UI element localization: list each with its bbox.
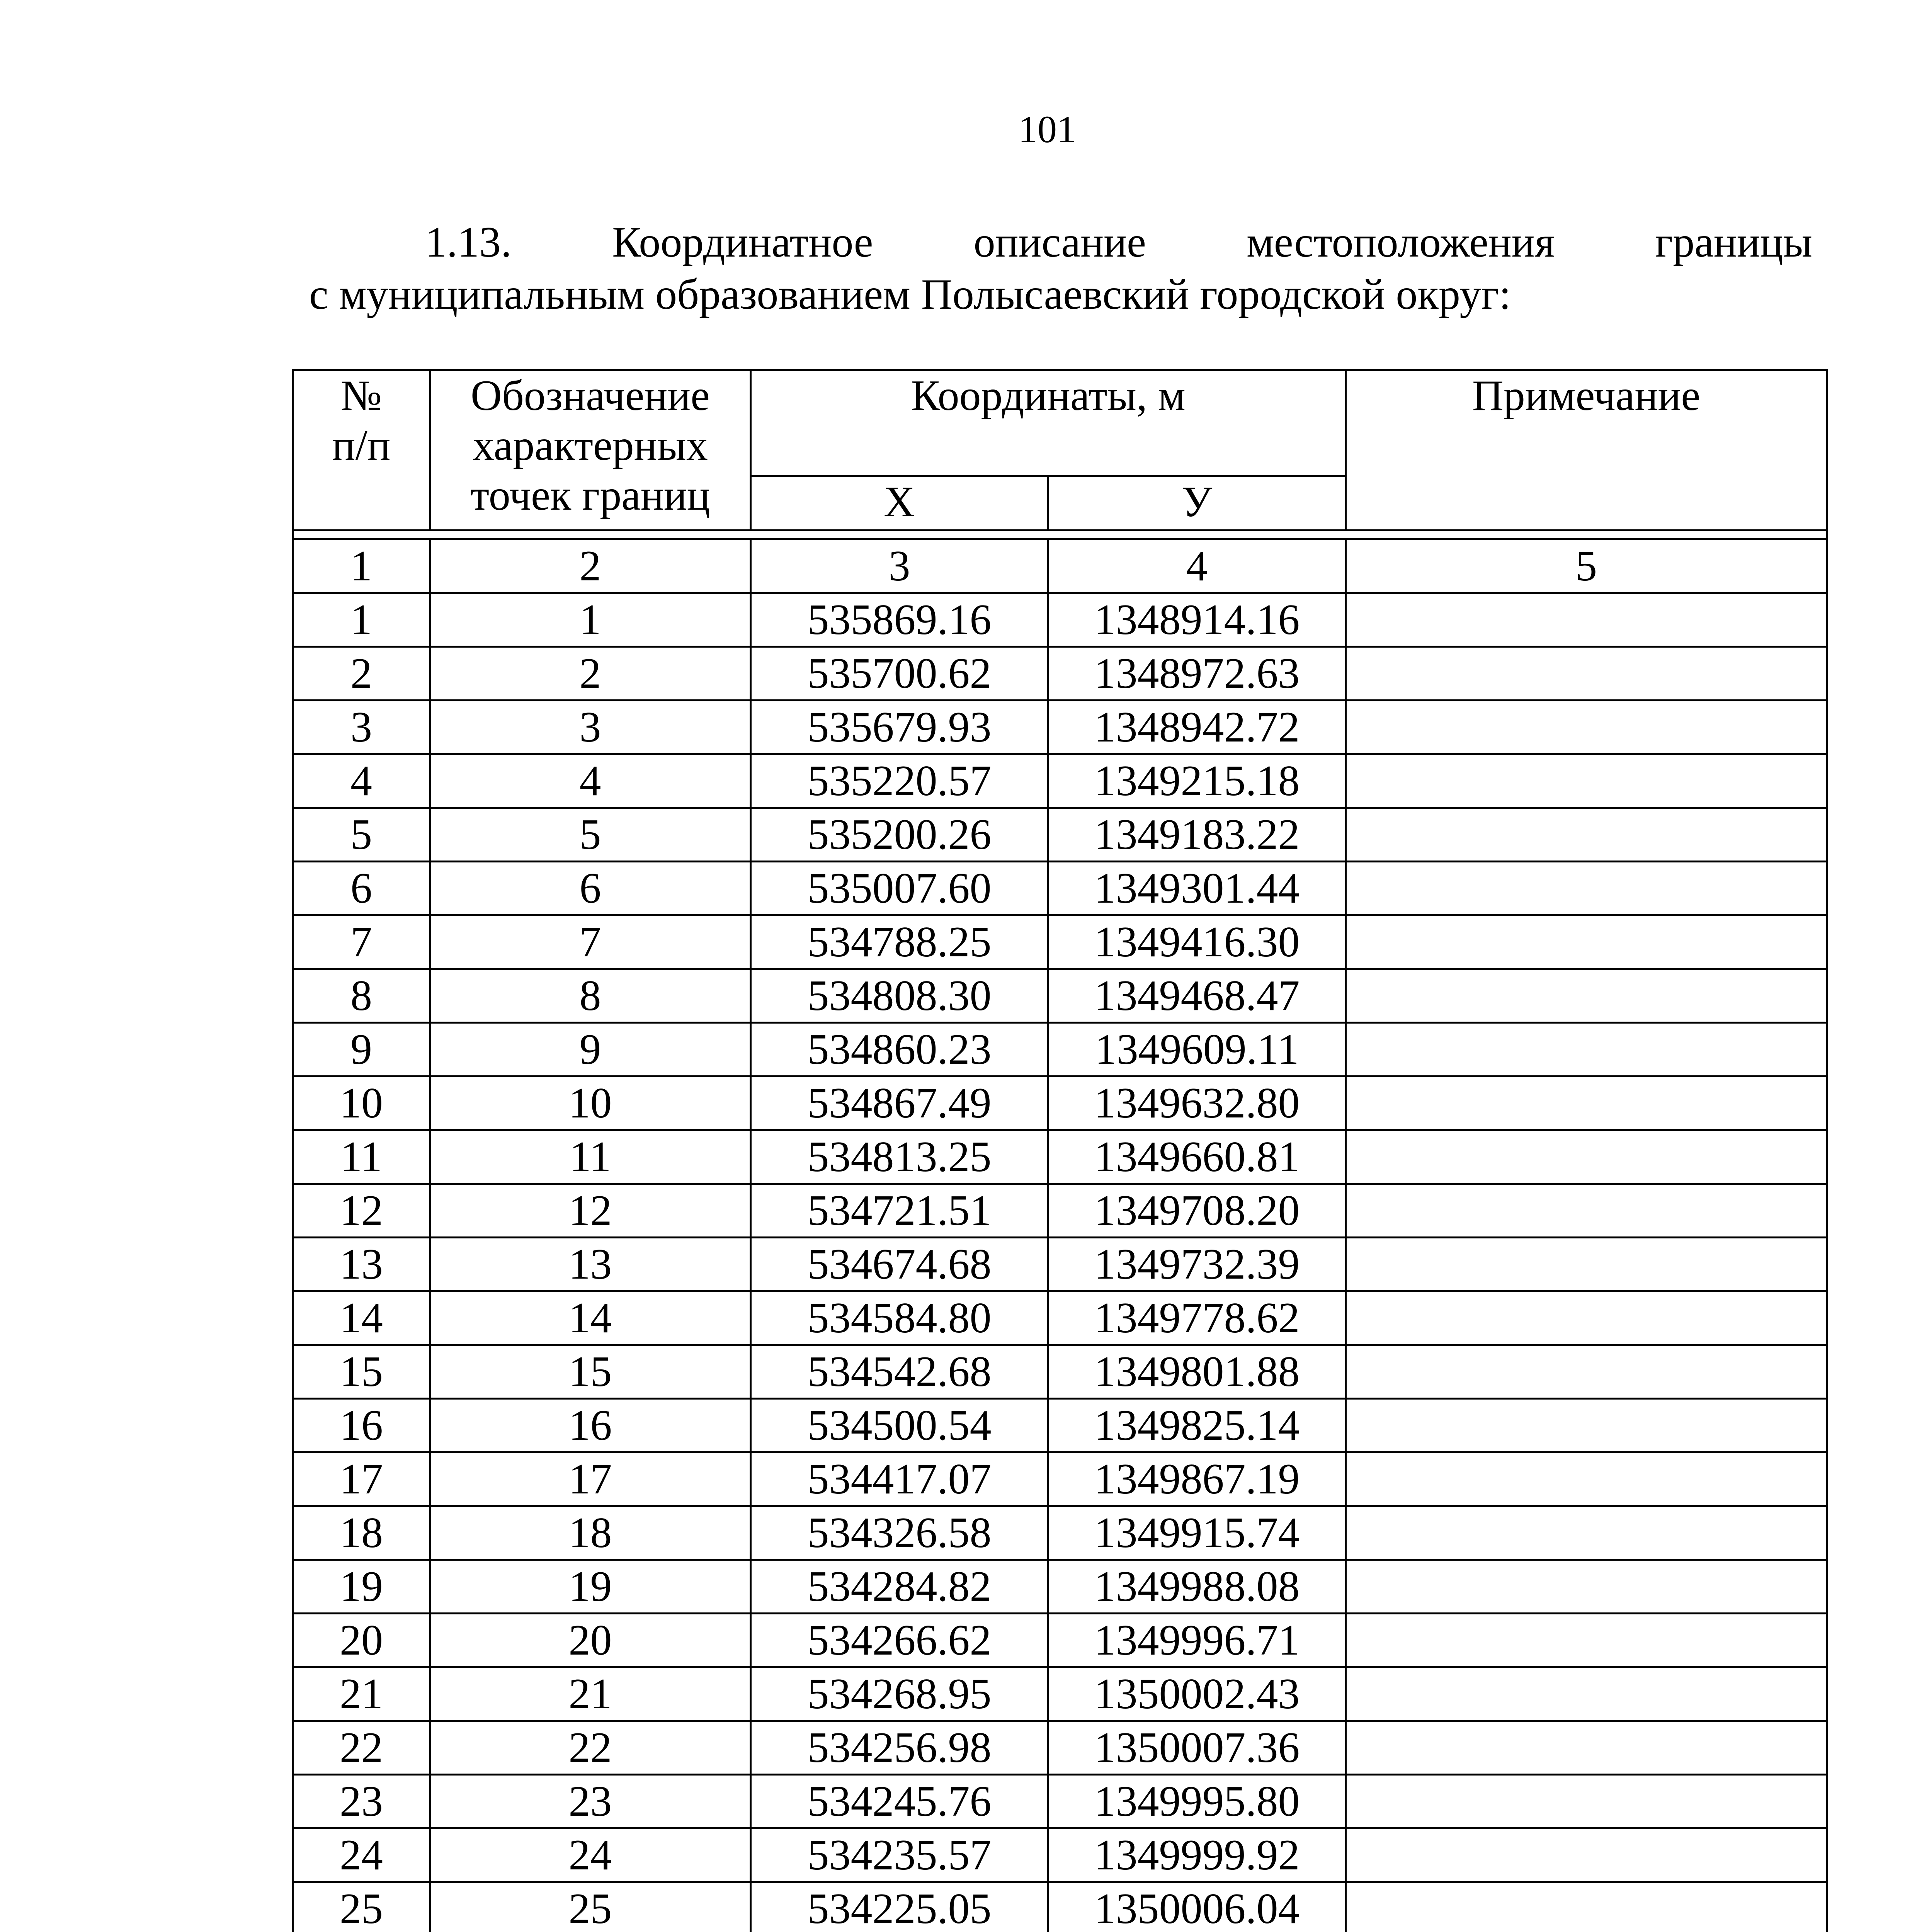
cell-y: 1350002.43	[1048, 1667, 1346, 1721]
header-x: X	[751, 476, 1048, 531]
cell-x: 534235.57	[751, 1828, 1048, 1882]
heading-word: границы	[1655, 218, 1812, 266]
cell-note	[1346, 1238, 1827, 1291]
cell-y: 1349867.19	[1048, 1452, 1346, 1506]
heading-line-1	[309, 216, 1812, 268]
cell-num: 8	[293, 969, 430, 1023]
table-row	[293, 862, 1827, 915]
cell-point: 24	[430, 1828, 751, 1882]
cell-note	[1346, 1882, 1827, 1932]
cell-y: 1349996.71	[1048, 1614, 1346, 1667]
cell-x: 535007.60	[751, 862, 1048, 915]
coordinates-table	[292, 369, 1828, 1932]
cell-x: 534721.51	[751, 1184, 1048, 1238]
column-number: 5	[1346, 539, 1827, 593]
header-designation-line: Обозначение	[471, 372, 710, 420]
cell-point: 21	[430, 1667, 751, 1721]
table-row	[293, 1023, 1827, 1077]
cell-y: 1349416.30	[1048, 915, 1346, 969]
cell-point: 1	[430, 593, 751, 647]
cell-y: 1348972.63	[1048, 647, 1346, 701]
cell-point: 4	[430, 754, 751, 808]
cell-y: 1349609.11	[1048, 1023, 1346, 1077]
table-row	[293, 1560, 1827, 1614]
cell-x: 535679.93	[751, 701, 1048, 754]
cell-num: 15	[293, 1345, 430, 1399]
table-row	[293, 1775, 1827, 1828]
cell-y: 1349708.20	[1048, 1184, 1346, 1238]
table-row	[293, 1130, 1827, 1184]
cell-y: 1349999.92	[1048, 1828, 1346, 1882]
cell-note	[1346, 1399, 1827, 1452]
column-number: 2	[430, 539, 751, 593]
cell-point: 20	[430, 1614, 751, 1667]
cell-num: 13	[293, 1238, 430, 1291]
cell-y: 1349468.47	[1048, 969, 1346, 1023]
cell-x: 534284.82	[751, 1560, 1048, 1614]
cell-x: 534326.58	[751, 1506, 1048, 1560]
cell-note	[1346, 1291, 1827, 1345]
cell-point: 15	[430, 1345, 751, 1399]
table-row	[293, 647, 1827, 701]
cell-y: 1349778.62	[1048, 1291, 1346, 1345]
cell-note	[1346, 1452, 1827, 1506]
cell-point: 12	[430, 1184, 751, 1238]
heading-word: Координатное	[612, 218, 873, 266]
cell-x: 534542.68	[751, 1345, 1048, 1399]
cell-note	[1346, 754, 1827, 808]
header-designation-line: характерных	[473, 421, 708, 469]
cell-note	[1346, 1506, 1827, 1560]
cell-num: 18	[293, 1506, 430, 1560]
cell-y: 1349301.44	[1048, 862, 1346, 915]
table-row	[293, 1345, 1827, 1399]
cell-note	[1346, 1077, 1827, 1130]
cell-y: 1349632.80	[1048, 1077, 1346, 1130]
cell-note	[1346, 701, 1827, 754]
table-row	[293, 1077, 1827, 1130]
header-designation	[430, 370, 751, 531]
cell-y: 1350006.04	[1048, 1882, 1346, 1932]
column-number-row	[293, 539, 1827, 593]
heading-section-number: 1.13.	[425, 218, 512, 266]
table-row	[293, 1184, 1827, 1238]
cell-point: 19	[430, 1560, 751, 1614]
header-designation-line: точек границ	[470, 471, 710, 519]
cell-y: 1349215.18	[1048, 754, 1346, 808]
cell-num: 2	[293, 647, 430, 701]
cell-point: 23	[430, 1775, 751, 1828]
cell-num: 12	[293, 1184, 430, 1238]
cell-note	[1346, 1345, 1827, 1399]
cell-point: 5	[430, 808, 751, 862]
cell-x: 534584.80	[751, 1291, 1048, 1345]
cell-num: 6	[293, 862, 430, 915]
cell-y: 1349732.39	[1048, 1238, 1346, 1291]
cell-point: 2	[430, 647, 751, 701]
cell-num: 10	[293, 1077, 430, 1130]
cell-num: 19	[293, 1560, 430, 1614]
cell-note	[1346, 915, 1827, 969]
cell-num: 9	[293, 1023, 430, 1077]
cell-y: 1349915.74	[1048, 1506, 1346, 1560]
cell-x: 535700.62	[751, 647, 1048, 701]
table-row	[293, 1399, 1827, 1452]
cell-num: 17	[293, 1452, 430, 1506]
cell-x: 534867.49	[751, 1077, 1048, 1130]
cell-x: 534268.95	[751, 1667, 1048, 1721]
cell-num: 23	[293, 1775, 430, 1828]
cell-x: 535869.16	[751, 593, 1048, 647]
table-row	[293, 1291, 1827, 1345]
header-num-line: п/п	[332, 421, 391, 469]
cell-note	[1346, 1721, 1827, 1775]
header-note: Примечание	[1346, 370, 1827, 531]
table-row	[293, 701, 1827, 754]
cell-y: 1349660.81	[1048, 1130, 1346, 1184]
cell-num: 3	[293, 701, 430, 754]
cell-num: 25	[293, 1882, 430, 1932]
cell-x: 534266.62	[751, 1614, 1048, 1667]
cell-point: 14	[430, 1291, 751, 1345]
cell-num: 11	[293, 1130, 430, 1184]
table-row	[293, 1828, 1827, 1882]
cell-num: 4	[293, 754, 430, 808]
cell-x: 534225.05	[751, 1882, 1048, 1932]
cell-note	[1346, 1667, 1827, 1721]
cell-note	[1346, 1130, 1827, 1184]
cell-y: 1349183.22	[1048, 808, 1346, 862]
column-number: 3	[751, 539, 1048, 593]
table-row	[293, 1667, 1827, 1721]
cell-num: 20	[293, 1614, 430, 1667]
table-row	[293, 1614, 1827, 1667]
cell-x: 534788.25	[751, 915, 1048, 969]
cell-note	[1346, 1184, 1827, 1238]
cell-note	[1346, 1775, 1827, 1828]
table-row	[293, 915, 1827, 969]
cell-point: 16	[430, 1399, 751, 1452]
cell-note	[1346, 593, 1827, 647]
cell-note	[1346, 1614, 1827, 1667]
table-row	[293, 1452, 1827, 1506]
table-row	[293, 969, 1827, 1023]
header-gap	[293, 531, 1827, 539]
cell-x: 534500.54	[751, 1399, 1048, 1452]
cell-point: 10	[430, 1077, 751, 1130]
cell-note	[1346, 1828, 1827, 1882]
cell-point: 18	[430, 1506, 751, 1560]
column-number: 4	[1048, 539, 1346, 593]
cell-point: 25	[430, 1882, 751, 1932]
table-row	[293, 1882, 1827, 1932]
cell-note	[1346, 1560, 1827, 1614]
cell-y: 1349801.88	[1048, 1345, 1346, 1399]
heading-word: местоположения	[1247, 218, 1555, 266]
cell-num: 16	[293, 1399, 430, 1452]
table-row	[293, 1506, 1827, 1560]
cell-point: 22	[430, 1721, 751, 1775]
cell-note	[1346, 808, 1827, 862]
table-row	[293, 593, 1827, 647]
table-row	[293, 1721, 1827, 1775]
cell-point: 8	[430, 969, 751, 1023]
cell-y: 1348942.72	[1048, 701, 1346, 754]
cell-note	[1346, 862, 1827, 915]
cell-note	[1346, 969, 1827, 1023]
cell-x: 534813.25	[751, 1130, 1048, 1184]
cell-x: 534245.76	[751, 1775, 1048, 1828]
cell-num: 14	[293, 1291, 430, 1345]
heading-word: описание	[973, 218, 1146, 266]
cell-x: 534808.30	[751, 969, 1048, 1023]
table-row	[293, 754, 1827, 808]
table-row	[293, 1238, 1827, 1291]
cell-point: 7	[430, 915, 751, 969]
cell-x: 535220.57	[751, 754, 1048, 808]
cell-num: 21	[293, 1667, 430, 1721]
header-y: У	[1048, 476, 1346, 531]
cell-x: 534860.23	[751, 1023, 1048, 1077]
cell-y: 1349995.80	[1048, 1775, 1346, 1828]
cell-y: 1350007.36	[1048, 1721, 1346, 1775]
cell-point: 3	[430, 701, 751, 754]
cell-x: 534256.98	[751, 1721, 1048, 1775]
cell-point: 9	[430, 1023, 751, 1077]
heading-line-2: с муниципальным образованием Полысаевский городской округ:	[309, 270, 1511, 318]
cell-x: 534417.07	[751, 1452, 1048, 1506]
header-num-line: №	[340, 372, 382, 420]
header-num	[293, 370, 430, 531]
cell-point: 17	[430, 1452, 751, 1506]
cell-note	[1346, 647, 1827, 701]
cell-point: 6	[430, 862, 751, 915]
table-row	[293, 808, 1827, 862]
cell-point: 13	[430, 1238, 751, 1291]
header-coordinates: Координаты, м	[751, 370, 1346, 476]
cell-x: 534674.68	[751, 1238, 1048, 1291]
page-number: 101	[1018, 108, 1076, 151]
cell-note	[1346, 1023, 1827, 1077]
cell-num: 1	[293, 593, 430, 647]
cell-num: 5	[293, 808, 430, 862]
cell-x: 535200.26	[751, 808, 1048, 862]
cell-num: 7	[293, 915, 430, 969]
cell-num: 22	[293, 1721, 430, 1775]
cell-point: 11	[430, 1130, 751, 1184]
column-number: 1	[293, 539, 430, 593]
cell-num: 24	[293, 1828, 430, 1882]
cell-y: 1349988.08	[1048, 1560, 1346, 1614]
cell-y: 1349825.14	[1048, 1399, 1346, 1452]
cell-y: 1348914.16	[1048, 593, 1346, 647]
